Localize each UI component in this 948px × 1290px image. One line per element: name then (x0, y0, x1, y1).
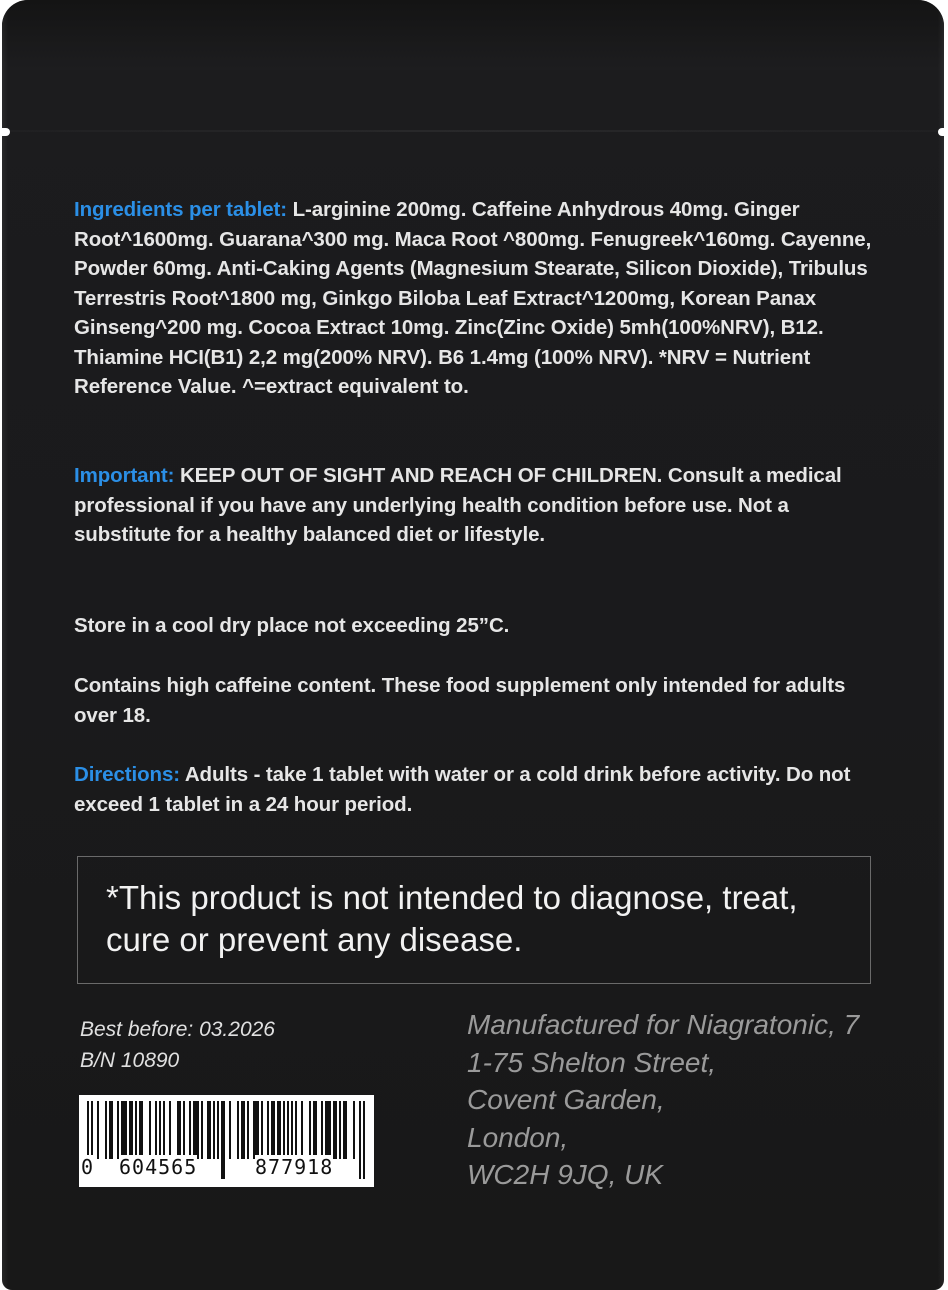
important-label: Important: (74, 464, 175, 487)
storage-text: Store in a cool dry place not exceeding 25”C. (74, 614, 510, 637)
barcode-bar (325, 1101, 331, 1159)
barcode-bar (183, 1101, 185, 1159)
storage-section (74, 611, 884, 641)
barcode-bar (287, 1101, 289, 1159)
barcode-lead-digit: 0 (81, 1155, 94, 1179)
barcode-bar (105, 1101, 107, 1159)
barcode-bar (207, 1101, 211, 1159)
barcode-bar (155, 1101, 157, 1159)
manufacturer-line-5: WC2H 9JQ, UK (467, 1159, 664, 1190)
barcode-digits (79, 1155, 374, 1185)
manufacturer-line-1: Manufactured for Niagratonic, 7 (467, 1009, 860, 1040)
barcode-bar (121, 1101, 127, 1159)
barcode-bar (291, 1101, 293, 1159)
barcode-bar (339, 1101, 341, 1159)
barcode-bar (301, 1101, 303, 1159)
barcode-bar (229, 1101, 231, 1159)
barcode-bar (213, 1101, 215, 1159)
manufacturer-line-4: London, (467, 1121, 569, 1153)
barcode-left-group: 604565 (119, 1155, 198, 1179)
manufacturer-line-3: Covent Garden, (467, 1084, 665, 1115)
barcode-bar (321, 1101, 323, 1159)
barcode-bar (353, 1101, 355, 1159)
caffeine-warning-text: Contains high caffeine content. These food supplement only intended for adults over 18. (74, 674, 846, 727)
barcode-bar (283, 1101, 285, 1159)
barcode-bar (189, 1101, 191, 1159)
barcode-bar (109, 1101, 113, 1159)
manufacturer-line-2: 1-75 Shelton Street, (467, 1046, 717, 1078)
important-section (74, 461, 884, 550)
barcode-bar (309, 1101, 311, 1159)
barcode-bar (253, 1101, 259, 1159)
barcode-bar (333, 1101, 337, 1159)
best-before-text: Best before: 03.2026 (80, 1018, 275, 1041)
barcode-bar (267, 1101, 269, 1159)
directions-label: Directions: (74, 763, 180, 786)
barcode-bar (295, 1101, 297, 1159)
barcode-bar (159, 1101, 161, 1159)
barcode-bar (177, 1101, 181, 1159)
barcode-bar (135, 1101, 137, 1159)
barcode-bar (217, 1101, 219, 1159)
barcode-bar (201, 1101, 203, 1159)
tear-notch-right (938, 128, 948, 136)
barcode-bar (117, 1101, 119, 1159)
left-edge-highlight (2, 0, 8, 1290)
barcode (79, 1095, 374, 1187)
disclaimer-text: *This product is not intended to diagnose, treat, cure or prevent any disease. (106, 879, 798, 958)
manufacturer-address (467, 1006, 887, 1194)
important-text: KEEP OUT OF SIGHT AND REACH OF CHILDREN. Consult a medical professional if you have any underlying health condition before use. Not a substitute for a healthy balanced diet or lifestyle. (74, 464, 842, 546)
barcode-bar (343, 1101, 347, 1159)
directions-section (74, 760, 884, 819)
barcode-bar (247, 1101, 249, 1159)
tear-notch-left (0, 128, 10, 136)
barcode-bar (241, 1101, 245, 1159)
barcode-bar (149, 1101, 151, 1159)
barcode-right-group: 877918 (255, 1155, 334, 1179)
top-seal (2, 0, 944, 70)
batch-number-text: B/N 10890 (80, 1049, 180, 1072)
right-edge-highlight (938, 0, 944, 1290)
barcode-bar (169, 1101, 171, 1159)
barcode-bar (277, 1101, 281, 1159)
disclaimer-box (77, 856, 871, 984)
ingredients-text: L-arginine 200mg. Caffeine Anhydrous 40mg. Ginger Root^1600mg. Guarana^300 mg. Maca Root ^800mg. Fenugreek^160mg. Cayenne, Powder 60mg. Anti-Caking Agents (Magnesium Stearate, Silicon Dioxide), Tribulus Terrestris Root^1800 mg, Ginkgo Biloba Leaf Extract^1200mg, Korean Panax Ginseng^200 mg. Cocoa Extract 10mg. Zinc(Zinc Oxide) 5mh(100%NRV), B12. Thiamine HCI(B1) 2,2 mg(200% NRV). B6 1.4mg (100% NRV). *NRV = Nutrient Reference Value. ^=extract equivalent to. (74, 198, 872, 398)
barcode-bar (261, 1101, 263, 1159)
directions-text: Adults - take 1 tablet with water or a cold drink before activity. Do not exceed 1 tablet in a 24 hour period. (74, 763, 851, 816)
barcode-bar (271, 1101, 275, 1159)
barcode-bar (163, 1101, 165, 1159)
zip-seal-line (2, 130, 944, 132)
ingredients-section (74, 195, 884, 402)
ingredients-label: Ingredients per tablet: (74, 198, 287, 221)
barcode-bar (313, 1101, 317, 1159)
caffeine-section (74, 671, 884, 730)
barcode-bar (237, 1101, 239, 1159)
barcode-bar (193, 1101, 199, 1159)
barcode-bar (129, 1101, 133, 1159)
barcode-bar (139, 1101, 143, 1159)
barcode-bar (97, 1101, 99, 1159)
